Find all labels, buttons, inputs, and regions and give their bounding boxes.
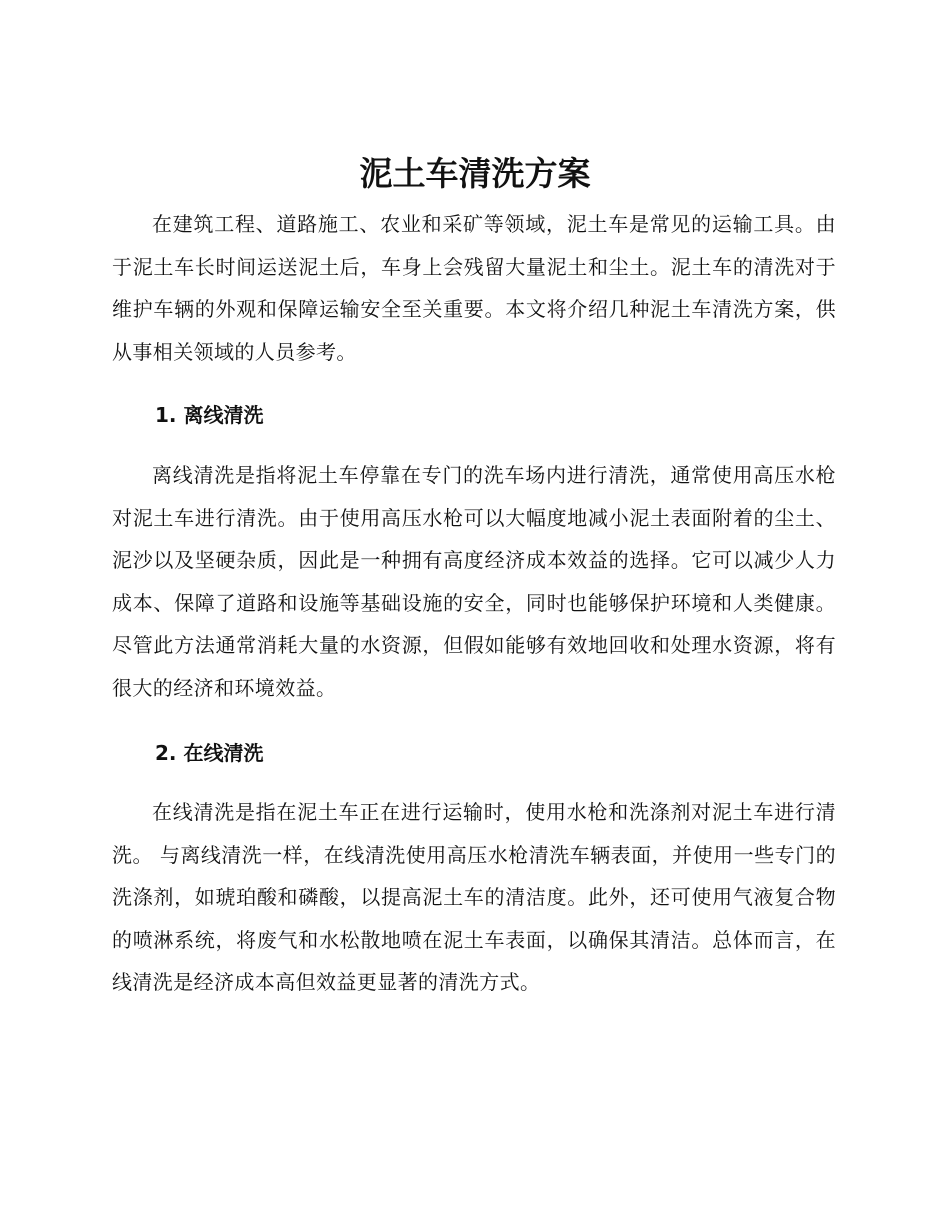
section-body-online: 在线清洗是指在泥土车正在进行运输时，使用水枪和洗涤剂对泥土车进行清洗。 与离线清洗一样，在线清洗使用高压水枪清洗车辆表面，并使用一些专门的洗涤剂，如琥珀酸和磷酸，以提高泥土车的清洁度。此外，还可使用气液复合物的喷淋系统，将废气和水松散地喷在泥土车表面，以确保其清洁。总体而言，在线清洗是经济成本高但效益更显著的清洗方式。	[112, 800, 836, 994]
document-title: 泥土车清洗方案	[359, 154, 591, 193]
section-heading-online: 2. 在线清洗	[155, 741, 264, 765]
section-heading-offline: 1. 离线清洗	[155, 403, 264, 427]
section-body-offline: 离线清洗是指将泥土车停靠在专门的洗车场内进行清洗，通常使用高压水枪对泥土车进行清洗。由于使用高压水枪可以大幅度地减小泥土表面附着的尘土、泥沙以及坚硬杂质，因此是一种拥有高度经济成本效益的选择。它可以减少人力成本、保障了道路和设施等基础设施的安全，同时也能够保护环境和人类健康。尽管此方法通常消耗大量的水资源，但假如能够有效地回收和处理水资源，将有很大的经济和环境效益。	[112, 463, 836, 700]
intro-paragraph: 在建筑工程、道路施工、农业和采矿等领域，泥土车是常见的运输工具。由于泥土车长时间运送泥土后，车身上会残留大量泥土和尘土。泥土车的清洗对于维护车辆的外观和保障运输安全至关重要。本文将介绍几种泥土车清洗方案，供从事相关领域的人员参考。	[112, 212, 836, 364]
